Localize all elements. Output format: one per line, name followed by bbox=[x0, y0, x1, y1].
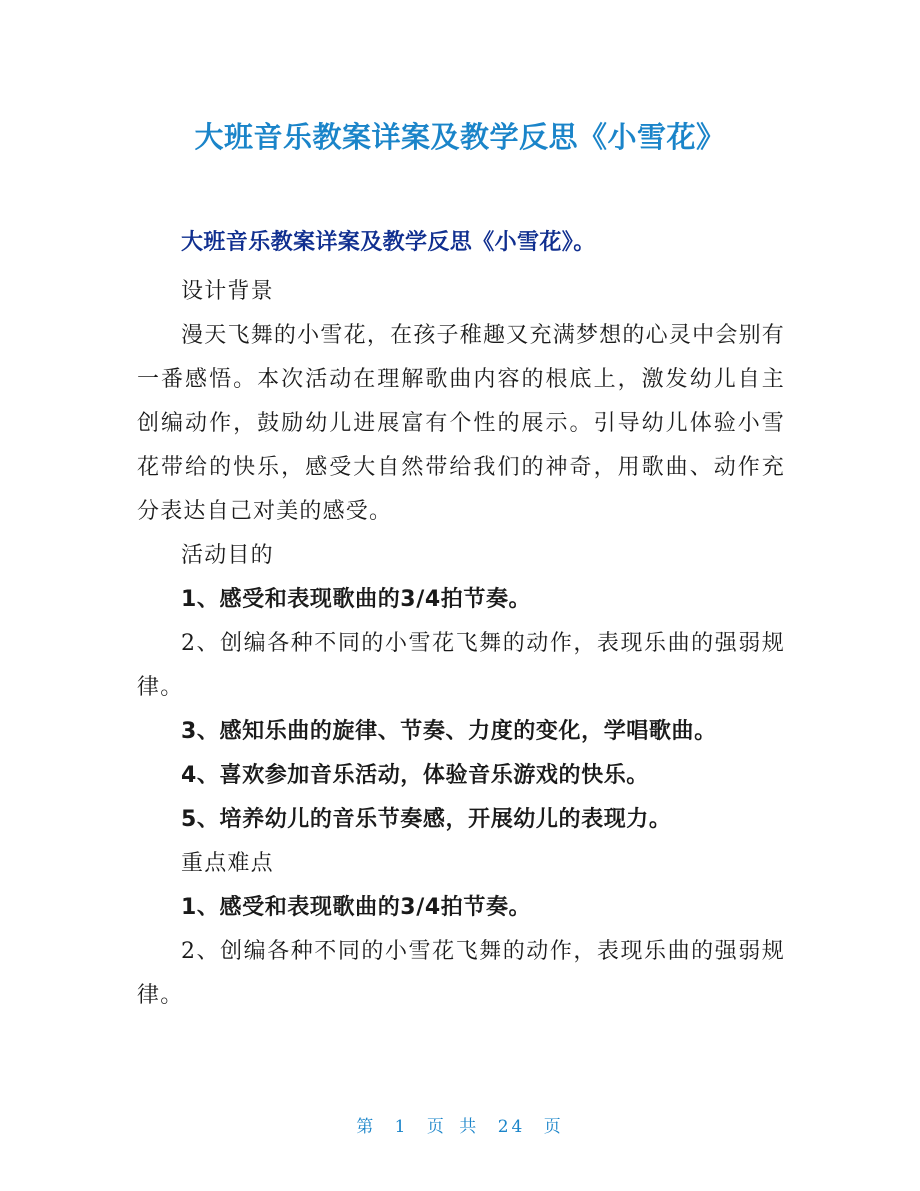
goal-item-2: 2、创编各种不同的小雪花飞舞的动作，表现乐曲的强弱规律。 bbox=[137, 631, 785, 700]
key-point-item-2: 2、创编各种不同的小雪花飞舞的动作，表现乐曲的强弱规律。 bbox=[137, 939, 785, 1008]
document-title: 大班音乐教案详案及教学反思《小雪花》 bbox=[194, 120, 726, 154]
key-point-item-1: 1、感受和表现歌曲的3/4拍节奏。 bbox=[181, 895, 532, 920]
goal-item-4: 4、喜欢参加音乐活动，体验音乐游戏的快乐。 bbox=[181, 763, 649, 788]
page-number-footer bbox=[0, 1112, 920, 1137]
section-heading-design-background: 设计背景 bbox=[181, 279, 274, 304]
footer-prefix: 第 bbox=[356, 1117, 377, 1137]
footer-total-pages: 24 bbox=[497, 1117, 526, 1137]
section-heading-key-points: 重点难点 bbox=[181, 851, 274, 876]
goal-item-1: 1、感受和表现歌曲的3/4拍节奏。 bbox=[181, 587, 532, 612]
paragraph-design-background: 漫天飞舞的小雪花，在孩子稚趣又充满梦想的心灵中会别有一番感悟。本次活动在理解歌曲内容的根底上，激发幼儿自主创编动作，鼓励幼儿进展富有个性的展示。引导幼儿体验小雪花带给的快乐，感受大自然带给我们的神奇，用歌曲、动作充分表达自己对美的感受。 bbox=[137, 323, 785, 524]
goal-item-5: 5、培养幼儿的音乐节奏感，开展幼儿的表现力。 bbox=[181, 807, 672, 832]
footer-middle: 页 共 bbox=[426, 1117, 480, 1137]
footer-current-page: 1 bbox=[394, 1117, 409, 1137]
footer-suffix: 页 bbox=[543, 1117, 564, 1137]
goal-item-3: 3、感知乐曲的旋律、节奏、力度的变化，学唱歌曲。 bbox=[181, 719, 717, 744]
document-body bbox=[137, 216, 785, 1018]
paragraph-subtitle: 大班音乐教案详案及教学反思《小雪花》。 bbox=[181, 230, 596, 255]
section-heading-activity-goals: 活动目的 bbox=[181, 543, 274, 568]
